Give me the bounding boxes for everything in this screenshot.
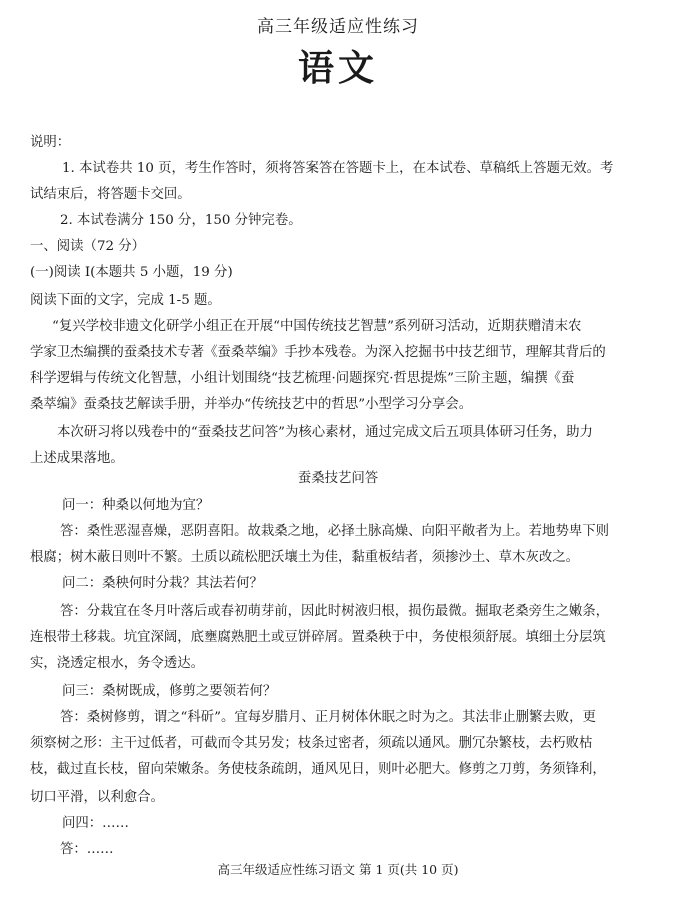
instructions-label: 说明： [30,135,71,150]
answer-4: 答：…… [60,842,114,857]
passage-paragraph-1-line-3: 科学逻辑与传统文化智慧，小组计划围绕“技艺梳理·问题探究·哲思提炼”三阶主题，编撰《蚕 [30,371,575,386]
page-footer: 高三年级适应性练习语文 第 1 页(共 10 页) [217,862,459,877]
passage-paragraph-1-line-4: 桑萃编》蚕桑技艺解读手册，并举办“传统技艺中的哲思”小型学习分享会。 [30,397,473,412]
question-2: 问二：桑秧何时分栽？其法若何？ [62,576,263,591]
passage-paragraph-2-line-2: 上述成果落地。 [30,451,124,466]
question-3: 问三：桑树既成，修剪之要领若何？ [62,684,277,699]
instruction-item-1-line-2: 试结束后，将答题卡交回。 [30,187,191,202]
answer-3-line-1: 答：桑树修剪，谓之“科斫”。宜每岁腊月、正月树体休眠之时为之。其法非止删繁去败，更 [60,710,596,725]
answer-3-line-4: 切口平滑，以利愈合。 [30,790,164,805]
instruction-item-2: 2. 本试卷满分 150 分，150 分钟完卷。 [60,213,302,228]
section-heading-reading-1: (一)阅读 I(本题共 5 小题，19 分) [30,265,233,280]
qa-title: 蚕桑技艺问答 [297,471,379,486]
answer-1-line-1: 答：桑性恶湿喜燥，恶阴喜阳。故栽桑之地，必择土脉高燥、向阳平敞者为上。若地势卑下则 [60,524,610,539]
answer-1-line-2: 根腐；树木蔽日则叶不繁。土质以疏松肥沃壤土为佳，黏重板结者，须掺沙土、草木灰改之。 [30,550,580,565]
subject-title: 语文 [297,47,378,89]
answer-2-line-3: 实，浇透定根水，务令透达。 [30,656,205,671]
reading-directive: 阅读下面的文字，完成 1-5 题。 [30,293,221,308]
passage-paragraph-1-line-1: “复兴学校非遗文化研学小组正在开展“中国传统技艺智慧”系列研习活动，近期获赠清末农 [52,319,582,334]
question-1: 问一：种桑以何地为宜？ [62,498,210,513]
answer-3-line-3: 枝，截过直长枝，留向荣嫩条。务使枝条疏朗，通风见日，则叶必肥大。修剪之刀剪，务须锋利， [30,762,606,777]
section-heading-part1: 一、阅读（72 分） [30,239,146,254]
answer-2-line-2: 连根带土移栽。坑宜深阔，底壅腐熟肥土或豆饼碎屑。置桑秧于中，务使根须舒展。填细土分层筑 [30,630,606,645]
answer-3-line-2: 须察树之形：主干过低者，可截而令其另发；枝条过密者，须疏以通风。删冗杂繁枝，去朽败枯 [30,736,593,751]
exam-title: 高三年级适应性练习 [257,17,419,37]
instruction-item-1-line-1: 1. 本试卷共 10 页，考生作答时，须将答案答在答题卡上，在本试卷、草稿纸上答题无效。考 [62,161,614,176]
answer-2-line-1: 答：分栽宜在冬月叶落后或春初萌芽前，因此时树液归根，损伤最微。掘取老桑旁生之嫩条， [60,604,610,619]
passage-paragraph-2-line-1: 本次研习将以残卷中的“蚕桑技艺问答”为核心素材，通过完成文后五项具体研习任务，助力 [57,425,593,440]
question-4: 问四：…… [62,816,129,831]
passage-paragraph-1-line-2: 学家卫杰编撰的蚕桑技术专著《蚕桑萃编》手抄本残卷。为深入挖掘书中技艺细节，理解其背后的 [30,345,606,360]
